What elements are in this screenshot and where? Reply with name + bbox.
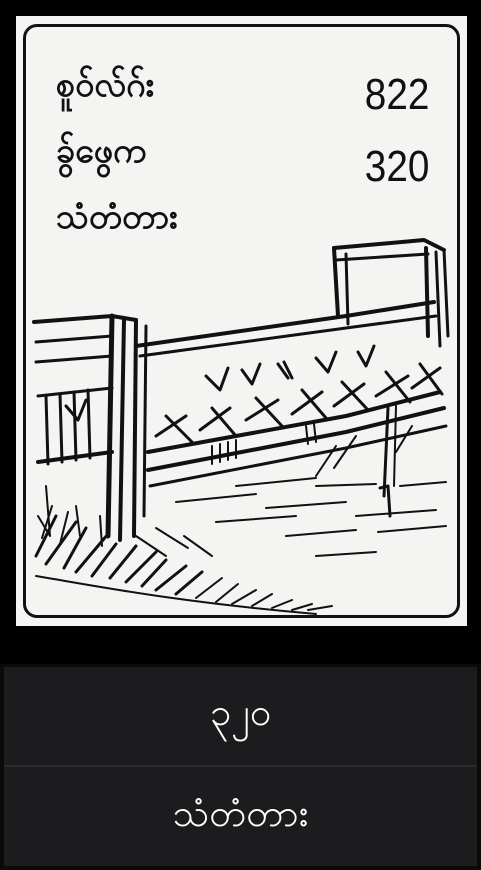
card-number-1: 822 [364,70,429,119]
name-bar [4,767,477,866]
card-index-number: ၃၂၀ [209,690,272,734]
label-ink-line-1: စူဝ်လ်ဂ်း [56,65,155,105]
card-word: သံတံတား [172,790,309,835]
label-ink-line-2: ခွ်ဖွေက [56,131,147,171]
card-number-2: 320 [364,142,429,191]
flashcard[interactable] [16,16,467,626]
label-ink-line-3: သံတံတား [56,197,178,237]
number-bar [4,667,477,765]
